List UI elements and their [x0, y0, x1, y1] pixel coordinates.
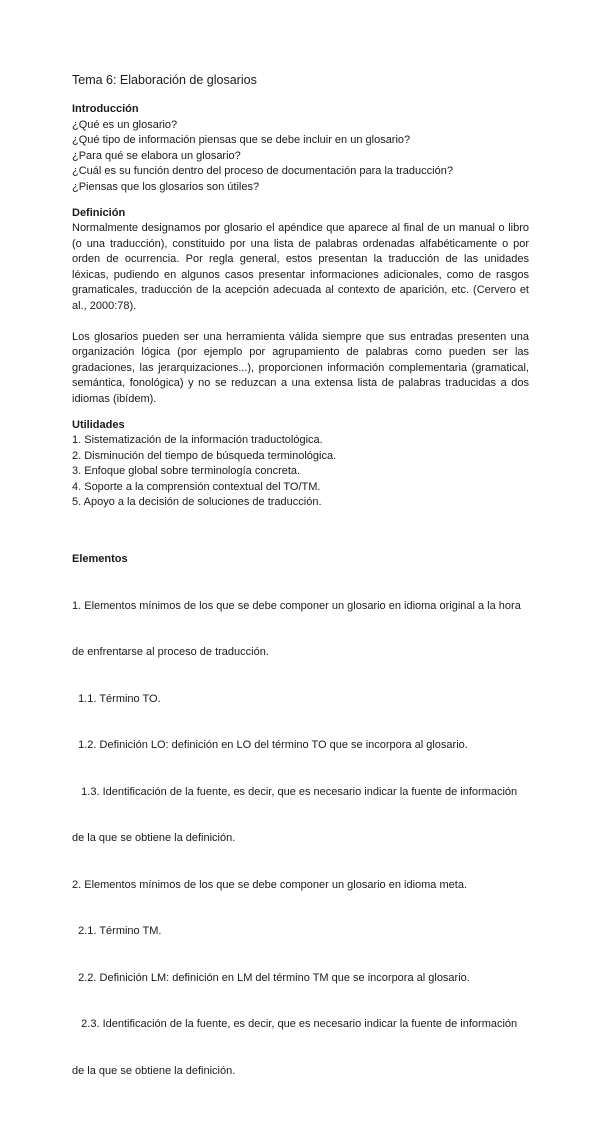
- paragraph-line: idiomas (ibídem).: [72, 392, 157, 405]
- list-item: 2. Elementos mínimos de los que se debe componer un glosario en idioma meta.: [72, 878, 467, 891]
- list-item: 2.1. Término TM.: [72, 925, 162, 937]
- paragraph-line: (o una traducción), constituido por una lista de palabras ordenadas alfabéticamente o por: [72, 237, 529, 250]
- section-heading: Introducción: [72, 103, 139, 115]
- list-item: de enfrentarse al proceso de traducción.: [72, 646, 269, 658]
- list-item: 1.1. Término TO.: [72, 692, 161, 705]
- paragraph-line: orden de ocurrencia. Por regla general, estos presentan la traducción de las unidades: [72, 253, 529, 265]
- section-heading: Utilidades: [72, 418, 125, 431]
- list-item: 2. Disminución del tiempo de búsqueda terminológica.: [72, 449, 337, 462]
- section-heading: Definición: [72, 206, 126, 219]
- section-heading: Elementos: [72, 553, 128, 565]
- section-definicion: [72, 206, 529, 408]
- document-page: [72, 72, 529, 1121]
- section-introduccion: [72, 102, 529, 195]
- list-item: 1.3. Identificación de la fuente, es decir, que es necesario indicar la fuente de información: [72, 785, 518, 798]
- paragraph-line: gradaciones, las jerarquizaciones...), proporcionen información complementaria (gramatical,: [72, 361, 529, 374]
- paragraph-line: Los glosarios pueden ser una herramienta válida siempre que sus entradas presenten una: [72, 330, 529, 343]
- paragraph-line: semántica, fonológica) y no se reduzcan a una extensa lista de palabras traducidas a dos: [72, 377, 529, 389]
- paragraph-line: léxicas, pudiendo en algunos casos presentar informaciones adicionales, como de rasgos: [72, 268, 529, 281]
- question: ¿Cuál es su función dentro del proceso de documentación para la traducción?: [72, 165, 453, 177]
- question: ¿Piensas que los glosarios son útiles?: [72, 180, 260, 193]
- document-title: Tema 6: Elaboración de glosarios: [72, 73, 257, 87]
- list-item: 1. Sistematización de la información traductológica.: [72, 434, 323, 446]
- question: ¿Qué tipo de información piensas que se debe incluir en un glosario?: [72, 134, 411, 146]
- list-item: 2.3. Identificación de la fuente, es decir, que es necesario indicar la fuente de información: [72, 1018, 518, 1030]
- list-item: de la que se obtiene la definición.: [72, 832, 236, 844]
- list-item: 1.2. Definición LO: definición en LO del término TO que se incorpora al glosario.: [72, 739, 468, 751]
- paragraph-line: gramaticales, traducción de la acepción adecuada al contexto de aparición, etc. (Cervero et: [72, 284, 529, 296]
- question: ¿Para qué se elabora un glosario?: [72, 149, 241, 162]
- paragraph-line: organización lógica (por ejemplo por agrupamiento de palabras como pueden ser las: [72, 346, 529, 358]
- section-utilidades: [72, 418, 529, 511]
- list-item: 2.2. Definición LM: definición en LM del término TM que se incorpora al glosario.: [72, 971, 470, 984]
- list-item: 3. Enfoque global sobre terminología concreta.: [72, 465, 301, 477]
- section-elementos: [72, 521, 529, 1110]
- paragraph-line: Normalmente designamos por glosario el apéndice que aparece al final de un manual o libro: [72, 222, 529, 234]
- list-item: 5. Apoyo a la decisión de soluciones de traducción.: [72, 496, 322, 508]
- list-item: de la que se obtiene la definición.: [72, 1064, 236, 1077]
- list-item: 1. Elementos mínimos de los que se debe componer un glosario en idioma original a la hora: [72, 599, 521, 612]
- list-item: 4. Soporte a la comprensión contextual del TO/TM.: [72, 480, 321, 493]
- question: ¿Qué es un glosario?: [72, 118, 178, 131]
- paragraph-line: al., 2000:78).: [72, 299, 137, 312]
